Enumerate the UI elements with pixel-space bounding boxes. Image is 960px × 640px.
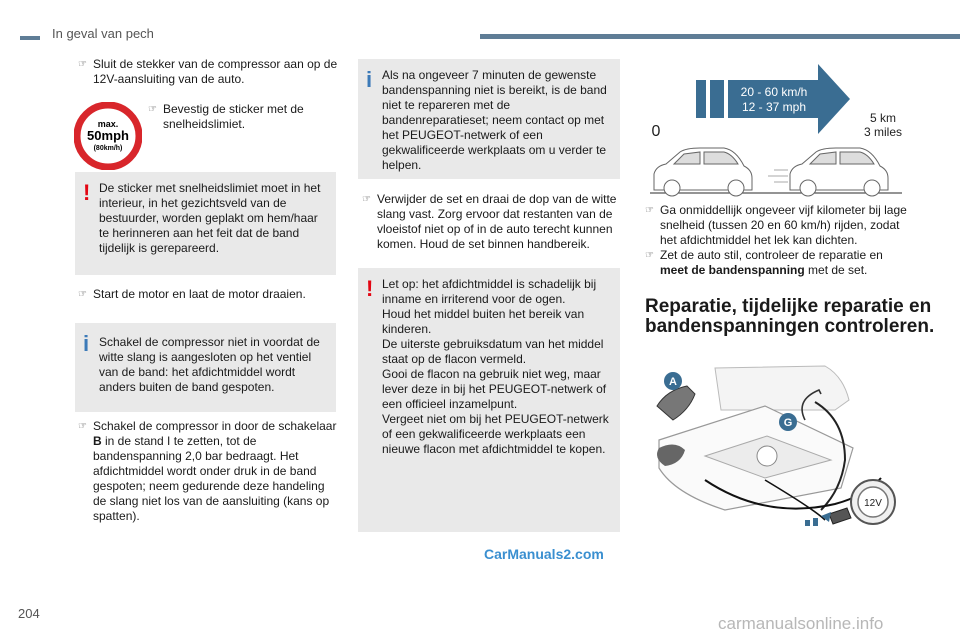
car-end-icon bbox=[768, 148, 888, 196]
bullet-stop-check: ☞ Zet de auto stil, controleer de reparatie en meet de bandenspanning met de set. bbox=[645, 248, 883, 277]
kit-lid bbox=[715, 366, 849, 410]
bullet-icon: ☞ bbox=[645, 250, 654, 261]
bullet-start-engine: ☞ Start de motor en laat de motor draaien. bbox=[78, 287, 306, 301]
bullet-icon: ☞ bbox=[362, 194, 371, 205]
sealant-bottle-icon bbox=[657, 386, 695, 420]
bullet-icon: ☞ bbox=[78, 421, 87, 432]
label-a: A bbox=[669, 376, 677, 388]
switch-label: B bbox=[93, 434, 102, 448]
distance-km: 5 km bbox=[869, 111, 897, 125]
plug-arrow-stripe-2 bbox=[813, 518, 818, 526]
warning-box-sticker: ! De sticker met snelheidslimiet moet in het interieur, in het gezichtsveld van de bestuurder, worden geplakt om hem/haar te herinneren aan het feit dat de band tijdelijk is gerepareerd. bbox=[75, 172, 336, 275]
speed-stripe-2 bbox=[710, 80, 724, 118]
page-number: 204 bbox=[18, 606, 40, 621]
bullet-drive: ☞ Ga onmiddellijk ongeveer vijf kilometer bij lage snelheid (tussen 20 en 60 km/h) rijden, zodat het afdichtmiddel het lek kan dichten. bbox=[645, 203, 907, 247]
socket-label: 12V bbox=[864, 498, 882, 509]
info-box-compressor: i Schakel de compressor niet in voordat de witte slang is aangesloten op het ventiel van de band: het afdichtmiddel wordt anders buiten de band gespoten. bbox=[75, 323, 336, 412]
bullet-remove-kit: ☞ Verwijder de set en draai de dop van de witte slang vast. Zorg ervoor dat restanten van de vloeistof niet op of in de auto terecht kunnen komen. Houd de set binnen handbereik. bbox=[362, 192, 617, 251]
bullet-icon: ☞ bbox=[78, 59, 87, 70]
watermark-carmanualsonline[interactable]: carmanualsonline.info bbox=[718, 614, 884, 633]
repair-kit-illustration bbox=[645, 360, 907, 532]
plug-icon bbox=[829, 508, 851, 524]
distance-miles: 3 miles bbox=[863, 125, 903, 139]
bullet-apply-sticker: ☞ Bevestig de sticker met de snelheidslimiet. bbox=[148, 102, 304, 131]
sticker-line1: max. bbox=[97, 119, 119, 129]
car-start-icon bbox=[654, 148, 752, 196]
bullet-icon: ☞ bbox=[148, 104, 157, 115]
info-icon: i bbox=[83, 331, 90, 356]
warning-icon: ! bbox=[366, 276, 374, 301]
header-accent-bar bbox=[20, 36, 40, 40]
bullet-icon: ☞ bbox=[645, 205, 654, 216]
plug-arrow bbox=[821, 512, 831, 522]
section-heading: Reparatie, tijdelijke reparatie en bandenspanningen controleren. bbox=[645, 296, 935, 337]
header-rule bbox=[480, 34, 960, 39]
warning-box-sealant: ! Let op: het afdichtmiddel is schadelijk bij inname en irriterend voor de ogen. Houd het middel buiten het bereik van kinderen. De uiterste gebruiksdatum van het middel staat op de flacon vermeld. Gooi de flacon na gebruik niet weg, maar lever deze in bij het PEUGEOT-netwerk of een officieel inzamelpunt. Vergeet niet om bij het PEUGEOT-netwerk of een gekwalificeerde werkplaats een nieuwe flacon met afdichtmiddel te kopen. bbox=[358, 268, 620, 532]
bullet-connect-plug: ☞ Sluit de stekker van de compressor aan op de 12V-aansluiting van de auto. bbox=[78, 57, 338, 86]
label-g: G bbox=[783, 417, 793, 429]
speed-arrow bbox=[728, 64, 850, 134]
sticker-line2: 50mph bbox=[87, 128, 129, 143]
speed-stripe-1 bbox=[696, 80, 706, 118]
watermark-carmanuals2[interactable]: CarManuals2.com bbox=[484, 546, 604, 562]
plug-arrow-stripe-1 bbox=[805, 520, 810, 526]
warning-icon: ! bbox=[83, 180, 91, 205]
section-title: In geval van pech bbox=[52, 26, 154, 41]
info-box-pressure: i Als na ongeveer 7 minuten de gewenste bandenspanning niet is bereikt, is de band niet te repareren met de bandenreparatieset; neem contact op met het PEUGEOT-netwerk of een gekwalificeerde werkplaats om u verder te helpen. bbox=[358, 59, 620, 179]
speed-distance-figure bbox=[640, 62, 910, 200]
bullet-switch-on: ☞ Schakel de compressor in door de schakelaar B in de stand I te zetten, tot de bandenspanning 2,0 bar bedraagt. Het afdichtmiddel wordt onder druk in de band gespoten; neem gedurende deze handeling de slang niet los van de aansluiting (kans op spatten). bbox=[78, 419, 337, 523]
pressure-gauge-icon bbox=[757, 446, 777, 466]
speed-limit-sticker bbox=[74, 102, 142, 170]
info-icon: i bbox=[366, 67, 373, 92]
speed-kmh: 20 - 60 km/h bbox=[740, 85, 808, 99]
sticker-line3: (80km/h) bbox=[93, 145, 123, 152]
bullet-icon: ☞ bbox=[78, 289, 87, 300]
distance-start: 0 bbox=[651, 123, 661, 140]
speed-mph: 12 - 37 mph bbox=[741, 100, 807, 114]
